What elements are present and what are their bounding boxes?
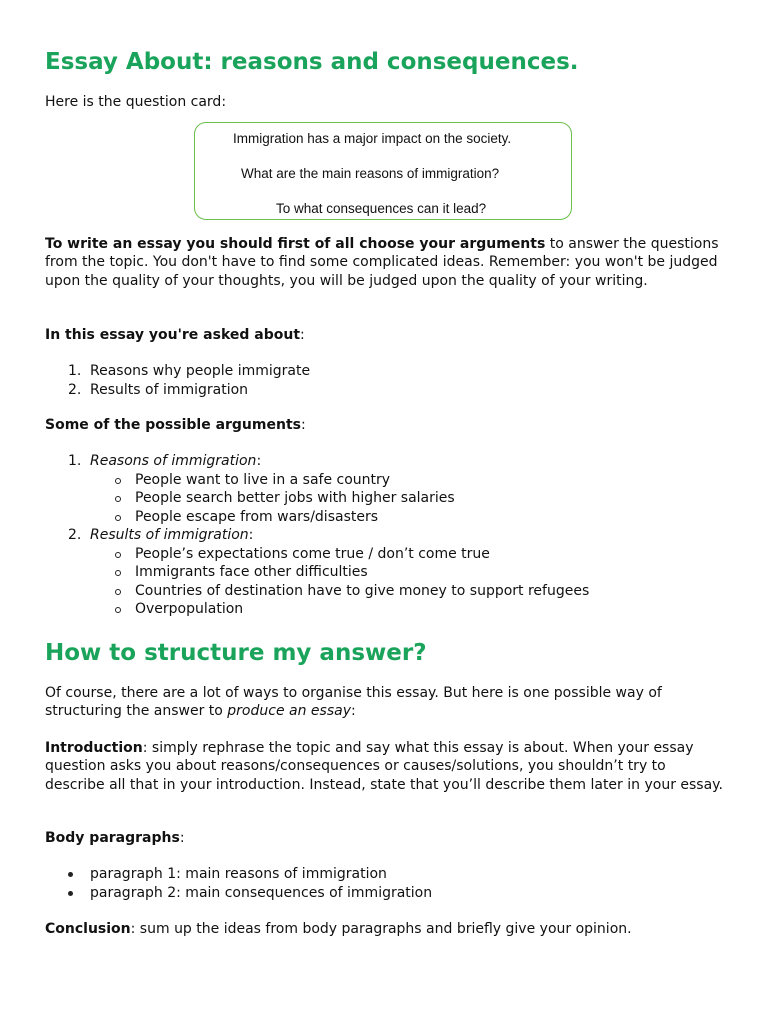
circle-bullet-icon <box>115 552 121 558</box>
list-item: Countries of destination have to give money to support refugees <box>45 582 725 601</box>
possible-arguments-colon: : <box>300 417 306 433</box>
circle-bullet-icon <box>115 496 121 502</box>
page-title: Essay About: reasons and consequences. <box>45 49 579 75</box>
list-item: paragraph 1: main reasons of immigration <box>45 865 725 884</box>
asked-about-label-text: In this essay you're asked about <box>45 327 301 343</box>
arguments-paragraph <box>45 235 725 290</box>
argument-group-reasons: 1. Reasons of immigration: <box>68 453 262 469</box>
card-line-1: Immigration has a major impact on the society. <box>233 131 512 146</box>
list-item: People want to live in a safe country <box>45 471 725 490</box>
circle-bullet-icon <box>115 515 121 521</box>
circle-bullet-icon <box>115 607 121 613</box>
possible-arguments-label <box>45 416 725 434</box>
asked-about-colon: : <box>300 327 305 343</box>
body-paragraphs-label: Body paragraphs: <box>45 830 185 846</box>
circle-bullet-icon <box>115 589 121 595</box>
body-paragraphs-label-text: Body paragraphs <box>45 830 180 846</box>
reasons-sublist <box>45 471 725 527</box>
bullet-icon <box>68 872 73 877</box>
structure-intro: Of course, there are a lot of ways to organise this essay. But here is one possible way of structuring the answer to produce an essay: <box>45 685 662 720</box>
results-sublist <box>45 545 725 619</box>
introduction-label: Introduction <box>45 740 143 756</box>
list-item: People search better jobs with higher salaries <box>45 489 725 508</box>
list-item: 2. Results of immigration <box>68 381 249 398</box>
circle-bullet-icon <box>115 570 121 576</box>
list-item: People escape from wars/disasters <box>45 508 725 527</box>
introduction-paragraph: Introduction: simply rephrase the topic and say what this essay is about. When your essay question asks you about reasons/consequences or causes/solutions, you shouldn’t try to describe all that in your introduction. Instead, state that you’ll describe them later in your essay. <box>45 740 723 793</box>
possible-arguments-label-text: Some of the possible arguments <box>45 417 301 433</box>
conclusion-label: Conclusion <box>45 921 131 937</box>
asked-about-list <box>45 362 725 399</box>
possible-arguments-list <box>45 452 725 619</box>
card-line-3: To what consequences can it lead? <box>276 201 487 216</box>
list-item: Overpopulation <box>45 600 725 619</box>
arguments-paragraph-bold: To write an essay you should first of all choose your arguments <box>45 236 546 252</box>
asked-about-label <box>45 326 725 344</box>
structure-heading: How to structure my answer? <box>45 640 427 666</box>
list-item: 1. Reasons why people immigrate <box>68 363 311 379</box>
bullet-icon <box>68 891 73 896</box>
arguments-paragraph-text: to answer the questions from the topic. You don't have to find some complicated ideas. Remember: you won't be judged upon the quality of your thoughts, you will be judged upon the quality of your writing. <box>45 236 719 289</box>
argument-group-results: 2. Results of immigration: <box>68 527 254 543</box>
body-paragraphs-list <box>45 865 725 902</box>
list-item: paragraph 2: main consequences of immigration <box>45 884 725 903</box>
card-line-2: What are the main reasons of immigration? <box>241 166 500 181</box>
list-item: Immigrants face other difficulties <box>45 563 725 582</box>
conclusion-paragraph: Conclusion: sum up the ideas from body paragraphs and briefly give your opinion. <box>45 921 632 937</box>
question-card <box>194 122 572 220</box>
list-item: People’s expectations come true / don’t come true <box>45 545 725 564</box>
circle-bullet-icon <box>115 478 121 484</box>
question-card-intro: Here is the question card: <box>45 94 227 110</box>
